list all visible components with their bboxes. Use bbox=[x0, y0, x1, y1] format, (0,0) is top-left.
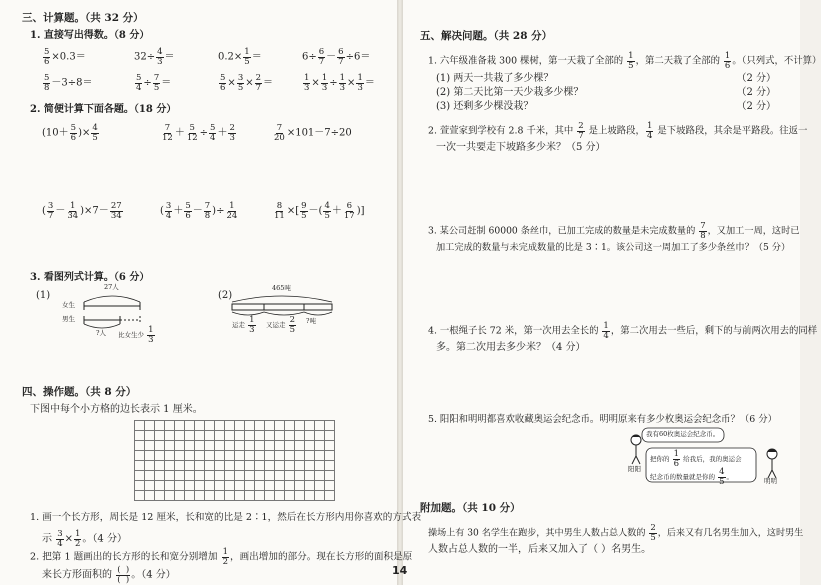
problem-3-line-1: 3. 某公司赶制 60000 条丝巾，已加工完成的数量是未完成数量的 $\frac{7}{8}$ ，又加工一周，这时已 bbox=[428, 221, 800, 241]
calc-2-2: $\frac{5}{4}$ ÷ $\frac{7}{5}$ ＝ bbox=[136, 73, 172, 93]
problem-1-sub-1: (1) 两天一共栽了多少棵？ （2 分） bbox=[436, 73, 776, 84]
section-5-title: 五、解决问题。（共 28 分） bbox=[420, 30, 553, 42]
bubble-yang-line-2: 纪念币的数量就是你的 $\frac{4}{5}$ 。 bbox=[650, 467, 733, 487]
simplify-2-2: ( $\frac{3}{4}$ ＋ $\frac{5}{6}$ － $\frac{7}{8}$ )÷ $\frac{1}{24}$ bbox=[160, 201, 238, 221]
simplify-1-3: $\frac{7}{20}$ ×101－7÷20 bbox=[274, 123, 352, 143]
operation-1-line-2: 示 $\frac{3}{4}$ × $\frac{1}{2}$ 。（4 分） bbox=[42, 529, 127, 549]
simplify-1-1: (10＋ $\frac{5}{6}$ )× $\frac{4}{5}$ bbox=[42, 123, 98, 143]
figure-1-note: 比女生少 $\frac{1}{3}$ bbox=[118, 325, 154, 345]
operation-2-line-2: 来长方形面积的 $\frac{( )}{( )}$ 。（4 分） bbox=[42, 565, 176, 585]
calc-1-3: 0.2× $\frac{1}{5}$ ＝ bbox=[218, 47, 262, 67]
problem-4-line-2: 多。第二次用去多少米？（4 分） bbox=[436, 342, 586, 353]
page-number: 14 bbox=[392, 564, 408, 577]
name-ming: 明明 bbox=[764, 477, 777, 485]
simplify-2-3: $\frac{8}{11}$ ×[ $\frac{9}{5}$ －( $\frac{4}{5}$ ＋ $\frac{6}{17}$ )] bbox=[274, 201, 365, 221]
book-spine bbox=[397, 0, 403, 585]
name-yang: 阳阳 bbox=[628, 465, 641, 473]
problem-2-line-2: 一次一共要走下坡路多少米？（5 分） bbox=[436, 142, 606, 153]
simplify-1-2: $\frac{7}{12}$ ＋ $\frac{5}{12}$ ÷ $\frac{5}{4}$ ＋ $\frac{2}{3}$ bbox=[162, 123, 235, 143]
figure-1-boys-label: 男生 bbox=[62, 315, 75, 323]
problem-1-line-1: 1. 六年级准备栽 300 棵树，第一天栽了全部的 $\frac{1}{5}$ ，第二天栽了全部的 $\frac{1}{6}$ 。（只列式，不计算） bbox=[428, 51, 821, 71]
question-3: 3. 看图列式计算。（6 分） bbox=[30, 272, 150, 283]
calc-2-4: $\frac{1}{3}$ × $\frac{1}{3}$ ÷ $\frac{1}{3}$ × $\frac{1}{3}$ ＝ bbox=[304, 73, 375, 93]
calc-1-2: 32÷ $\frac{4}{3}$ ＝ bbox=[134, 47, 175, 67]
problem-5: 5. 阳阳和明明都喜欢收藏奥运会纪念币。明明原来有多少枚奥运会纪念币？（6 分） bbox=[428, 414, 777, 425]
figure-2-part2: 又运走 $\frac{2}{5}$ bbox=[266, 315, 295, 335]
section-4-title: 四、操作题。（共 8 分） bbox=[22, 386, 137, 398]
figure-2-total: 465吨 bbox=[272, 284, 291, 292]
figure-1-question: ?人 bbox=[96, 329, 106, 337]
figure-1-total: 27人 bbox=[104, 283, 119, 291]
calc-2-1: $\frac{5}{8}$ －3÷8＝ bbox=[44, 73, 93, 93]
question-1: 1. 直接写出得数。（8 分） bbox=[30, 30, 150, 41]
problem-4-line-1: 4. 一根绳子长 72 米，第一次用去全长的 $\frac{1}{4}$ ，第二次用去一些后，剩下的与前两次用去的同样 bbox=[428, 321, 818, 341]
problem-1-sub-3: (3) 还剩多少棵没栽？ （2 分） bbox=[436, 101, 776, 112]
operation-2-line-1: 2. 把第 1 题画出的长方形的长和宽分别增加 $\frac{1}{2}$ ，画出增加的部分。现在长方形的面积是原 bbox=[30, 547, 413, 567]
problem-2-line-1: 2. 萱萱家到学校有 2.8 千米，其中 $\frac{2}{7}$ 是上坡路段， $\frac{1}{4}$ 是下坡路段，其余是平路段。往返一 bbox=[428, 121, 808, 141]
problem-1-sub-2: (2) 第二天比第一天少栽多少棵？ （2 分） bbox=[436, 87, 776, 98]
figure-1-label: (1) bbox=[36, 290, 51, 301]
bubble-yang-line-1: 把你的 $\frac{1}{6}$ 给我后，我的奥运会 bbox=[650, 449, 742, 469]
operation-1-line-1: 1. 画一个长方形，周长是 12 厘米，长和宽的比是 2∶1，然后在长方形内用你喜欢的方式表 bbox=[30, 512, 422, 523]
section-3-title: 三、计算题。（共 32 分） bbox=[22, 12, 144, 24]
calc-2-3: $\frac{5}{6}$ × $\frac{3}{5}$ × $\frac{2}{7}$ ＝ bbox=[220, 73, 274, 93]
extra-title: 附加题。（共 10 分） bbox=[420, 502, 521, 514]
problem-3-line-2: 加工完成的数量与未完成数量的比是 3∶1。该公司这一周加工了多少条丝巾？（5 分） bbox=[436, 242, 791, 253]
figure-1-girls-label: 女生 bbox=[62, 301, 75, 309]
figure-2-label: (2) bbox=[218, 290, 233, 301]
figure-2-part1: 运走 $\frac{1}{3}$ bbox=[232, 315, 255, 335]
square-grid[interactable] bbox=[134, 420, 335, 501]
figure-2-question: ?吨 bbox=[306, 317, 316, 325]
question-2: 2. 简便计算下面各题。（18 分） bbox=[30, 104, 177, 115]
extra-line-2: 人数占总人数的一半，后来又加入了（ ）名男生。 bbox=[428, 544, 652, 555]
section-4-description: 下图中每个小方格的边长表示 1 厘米。 bbox=[30, 404, 203, 415]
calc-1-1: $\frac{5}{6}$ ×0.3＝ bbox=[44, 47, 86, 67]
bubble-ming: 我有60枚奥运会纪念币。 bbox=[646, 430, 720, 438]
calc-1-4: 6÷ $\frac{6}{7}$ － $\frac{6}{7}$ ÷6＝ bbox=[302, 47, 371, 67]
extra-line-1: 操场上有 30 名学生在跑步，其中男生人数占总人数的 $\frac{2}{5}$ ，后来又有几名男生加入，这时男生 bbox=[428, 523, 804, 543]
simplify-2-1: ( $\frac{3}{7}$ － $\frac{1}{34}$ )×7－ $\frac{27}{34}$ bbox=[42, 201, 122, 221]
